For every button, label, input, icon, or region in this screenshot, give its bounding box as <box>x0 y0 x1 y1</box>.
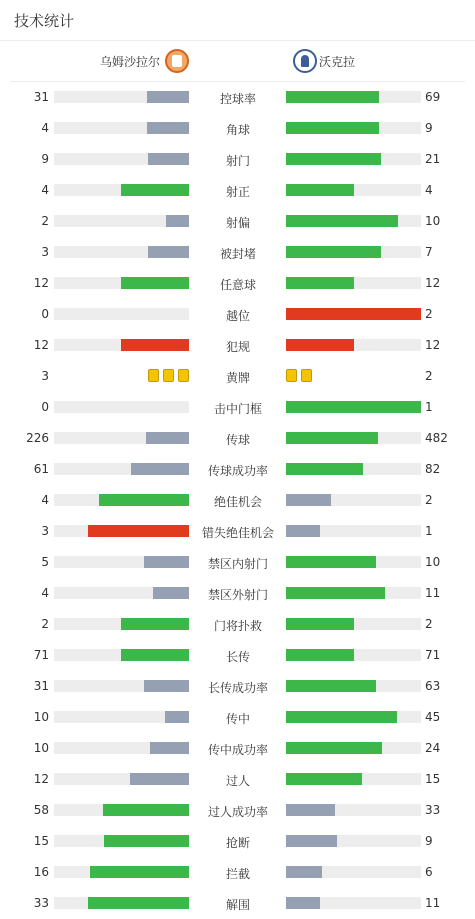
stat-left-value: 2 <box>41 214 49 228</box>
stat-bar-right-track <box>286 835 421 847</box>
stat-row <box>0 609 475 640</box>
stat-right-value: 12 <box>425 338 441 352</box>
stat-left-value: 31 <box>33 679 49 693</box>
stat-row <box>0 392 475 423</box>
stat-right-value: 15 <box>425 772 441 786</box>
stat-row <box>0 175 475 206</box>
stat-bar-left-track <box>54 866 189 878</box>
stat-bar-right-track <box>286 525 421 537</box>
stat-right-value: 71 <box>425 648 441 662</box>
stat-label: 射正 <box>225 185 250 199</box>
stat-bar-right-track <box>286 153 421 165</box>
stat-bar-right-fill <box>286 525 320 537</box>
stat-bar-right-track <box>286 91 421 103</box>
stat-bar-left-track <box>54 153 189 165</box>
stat-row <box>0 299 475 330</box>
stat-bar-right-track <box>286 494 421 506</box>
stat-bar-right-fill <box>286 122 379 134</box>
stat-right-value: 2 <box>425 617 433 631</box>
stat-bar-left-track <box>54 184 189 196</box>
stat-bar-left-fill <box>90 866 189 878</box>
stat-bar-right-track <box>286 587 421 599</box>
stat-bar-left-fill <box>103 804 189 816</box>
stat-bar-right-fill <box>286 246 381 258</box>
stat-bar-left-fill <box>165 711 189 723</box>
stat-bar-right-track <box>286 246 421 258</box>
stat-bar-left-track <box>54 742 189 754</box>
stat-label: 传中成功率 <box>207 743 268 757</box>
stat-bar-right-fill <box>286 401 421 413</box>
stat-bar-left-fill <box>88 525 189 537</box>
stat-row <box>0 268 475 299</box>
stat-bar-left-track <box>54 897 189 909</box>
stat-label: 传中 <box>225 712 250 726</box>
stat-row <box>0 671 475 702</box>
yellow-card-icon <box>148 369 159 382</box>
stat-right-value: 1 <box>425 400 433 414</box>
stat-bar-left-fill <box>153 587 189 599</box>
stat-right-value: 11 <box>425 896 441 910</box>
stat-right-value: 45 <box>425 710 441 724</box>
stat-bar-right-fill <box>286 742 382 754</box>
right-yellow-cards <box>286 369 312 382</box>
stat-label: 门将扑救 <box>213 619 262 633</box>
stat-left-value: 61 <box>33 462 49 476</box>
stat-row <box>0 82 475 113</box>
stat-bar-right-fill <box>286 897 320 909</box>
stat-right-value: 6 <box>425 865 433 879</box>
stat-right-value: 12 <box>425 276 441 290</box>
stat-bar-right-track <box>286 308 421 320</box>
stat-row <box>0 795 475 826</box>
stat-bar-left-track <box>54 587 189 599</box>
stat-right-value: 69 <box>425 90 441 104</box>
stat-bar-left-track <box>54 339 189 351</box>
stat-bar-left-track <box>54 215 189 227</box>
stat-bar-left-track <box>54 773 189 785</box>
stat-bar-left-fill <box>88 897 189 909</box>
stat-label: 绝佳机会 <box>213 495 262 509</box>
stat-left-value: 12 <box>33 772 49 786</box>
stat-bar-right-track <box>286 401 421 413</box>
stat-left-value: 12 <box>33 338 49 352</box>
stat-bar-right-track <box>286 215 421 227</box>
stat-bar-right-track <box>286 618 421 630</box>
stat-row <box>0 113 475 144</box>
stat-label: 犯规 <box>225 340 250 354</box>
stat-right-value: 2 <box>425 369 433 383</box>
stat-bar-right-track <box>286 649 421 661</box>
stat-label: 角球 <box>225 123 250 137</box>
stat-right-value: 9 <box>425 834 433 848</box>
stat-left-value: 12 <box>33 276 49 290</box>
stat-bar-left-fill <box>144 556 189 568</box>
stat-bar-right-track <box>286 897 421 909</box>
stat-bar-left-fill <box>121 618 189 630</box>
stat-left-value: 31 <box>33 90 49 104</box>
stat-right-value: 21 <box>425 152 441 166</box>
stat-row <box>0 702 475 733</box>
stat-bar-left-fill <box>99 494 189 506</box>
stat-bar-right-fill <box>286 711 397 723</box>
stat-bar-left-track <box>54 494 189 506</box>
stat-left-value: 10 <box>33 741 49 755</box>
stat-label: 越位 <box>225 309 250 323</box>
stat-label: 禁区内射门 <box>207 557 268 571</box>
yellow-card-icon <box>163 369 174 382</box>
stat-row <box>0 206 475 237</box>
stat-left-value: 15 <box>33 834 49 848</box>
stat-right-value: 7 <box>425 245 433 259</box>
stat-bar-right-fill <box>286 680 376 692</box>
stat-row <box>0 516 475 547</box>
stat-bar-left-fill <box>147 122 189 134</box>
stat-row <box>0 237 475 268</box>
stat-bar-right-track <box>286 556 421 568</box>
stat-label: 解围 <box>225 898 250 912</box>
stat-bar-left-track <box>54 618 189 630</box>
team-right-name[interactable]: 沃克拉 <box>319 55 356 69</box>
stat-bar-right-track <box>286 804 421 816</box>
stat-bar-right-fill <box>286 618 354 630</box>
stat-bar-left-fill <box>150 742 189 754</box>
stat-bar-left-track <box>54 463 189 475</box>
stat-bar-right-track <box>286 122 421 134</box>
stat-right-value: 4 <box>425 183 433 197</box>
stat-left-value: 10 <box>33 710 49 724</box>
stat-row <box>0 423 475 454</box>
stat-bar-right-track <box>286 711 421 723</box>
teams-row <box>10 41 465 82</box>
stat-bar-left-track <box>54 91 189 103</box>
stat-left-value: 33 <box>33 896 49 910</box>
stat-right-value: 63 <box>425 679 441 693</box>
stat-bar-right-fill <box>286 432 378 444</box>
stat-label: 传球成功率 <box>207 464 268 478</box>
stats-header <box>0 0 475 41</box>
yellow-card-icon <box>301 369 312 382</box>
stat-bar-left-fill <box>121 339 189 351</box>
stat-bar-left-track <box>54 525 189 537</box>
stat-right-value: 10 <box>425 214 441 228</box>
stat-row <box>0 144 475 175</box>
team-right-logo-icon[interactable] <box>293 49 317 73</box>
stat-bar-right-track <box>286 866 421 878</box>
stat-bar-right-track <box>286 742 421 754</box>
stat-bar-right-fill <box>286 277 354 289</box>
stat-right-value: 482 <box>425 431 448 445</box>
stat-bar-left-fill <box>144 680 189 692</box>
stat-label: 传球 <box>225 433 250 447</box>
stat-bar-right-track <box>286 432 421 444</box>
stat-left-value: 3 <box>41 524 49 538</box>
stat-bar-left-track <box>54 246 189 258</box>
stat-row <box>0 454 475 485</box>
stat-row <box>0 578 475 609</box>
stat-row <box>0 857 475 888</box>
stat-bar-right-track <box>286 463 421 475</box>
stat-bar-right-fill <box>286 308 421 320</box>
stat-bar-left-track <box>54 556 189 568</box>
stat-label: 长传成功率 <box>207 681 268 695</box>
stat-left-value: 58 <box>33 803 49 817</box>
stat-bar-left-fill <box>121 649 189 661</box>
stat-bar-right-fill <box>286 463 363 475</box>
stat-bar-right-fill <box>286 184 354 196</box>
stat-row <box>0 888 475 919</box>
stat-bar-right-fill <box>286 587 385 599</box>
stat-left-value: 4 <box>41 586 49 600</box>
stat-bar-right-track <box>286 277 421 289</box>
stat-label: 抢断 <box>225 836 250 850</box>
stat-row <box>0 361 475 392</box>
stat-left-value: 71 <box>33 648 49 662</box>
stat-bar-left-track <box>54 277 189 289</box>
stat-bar-left-fill <box>104 835 189 847</box>
stat-label: 禁区外射门 <box>207 588 268 602</box>
page-title: 技术统计 <box>14 11 75 30</box>
stat-right-value: 82 <box>425 462 441 476</box>
yellow-card-icon <box>178 369 189 382</box>
stat-row <box>0 826 475 857</box>
stat-right-value: 11 <box>425 586 441 600</box>
stat-bar-right-fill <box>286 215 398 227</box>
stat-right-value: 33 <box>425 803 441 817</box>
stat-right-value: 1 <box>425 524 433 538</box>
stat-bar-left-track <box>54 711 189 723</box>
stat-bar-left-fill <box>121 184 189 196</box>
stat-bar-right-fill <box>286 835 337 847</box>
yellow-card-icon <box>286 369 297 382</box>
stat-bar-right-track <box>286 773 421 785</box>
stat-bar-right-track <box>286 184 421 196</box>
stat-bar-right-fill <box>286 866 322 878</box>
stat-row <box>0 640 475 671</box>
stat-right-value: 2 <box>425 307 433 321</box>
team-left-logo-icon[interactable] <box>165 49 189 73</box>
team-left-name[interactable]: 乌姆沙拉尔 <box>99 55 160 69</box>
left-yellow-cards <box>148 369 189 382</box>
stat-bar-left-track <box>54 835 189 847</box>
stat-left-value: 9 <box>41 152 49 166</box>
stat-label: 被封堵 <box>219 247 256 261</box>
stat-right-value: 24 <box>425 741 441 755</box>
stats-list <box>0 82 475 919</box>
stat-row <box>0 485 475 516</box>
stat-left-value: 4 <box>41 183 49 197</box>
stat-bar-left-track <box>54 649 189 661</box>
stat-bar-left-track <box>54 401 189 413</box>
stat-label: 过人成功率 <box>207 805 268 819</box>
stat-label: 射门 <box>225 154 250 168</box>
stat-bar-right-fill <box>286 339 354 351</box>
stat-bar-left-fill <box>166 215 189 227</box>
stat-bar-right-fill <box>286 804 335 816</box>
stat-label: 黄牌 <box>225 371 250 385</box>
stat-left-value: 16 <box>33 865 49 879</box>
stat-label: 射偏 <box>225 216 250 230</box>
stat-left-value: 3 <box>41 245 49 259</box>
stat-bar-right-fill <box>286 91 379 103</box>
stat-bar-right-track <box>286 680 421 692</box>
stat-bar-right-track <box>286 339 421 351</box>
stat-bar-left-fill <box>146 432 189 444</box>
stat-row <box>0 733 475 764</box>
stat-right-value: 9 <box>425 121 433 135</box>
stat-label: 任意球 <box>219 278 256 292</box>
stat-row <box>0 330 475 361</box>
stat-left-value: 5 <box>41 555 49 569</box>
stat-bar-left-fill <box>121 277 189 289</box>
stat-label: 控球率 <box>219 92 256 106</box>
stat-bar-right-fill <box>286 153 381 165</box>
stat-row <box>0 764 475 795</box>
stat-bar-right-fill <box>286 773 362 785</box>
stat-left-value: 0 <box>41 307 49 321</box>
stat-right-value: 2 <box>425 493 433 507</box>
stat-label: 过人 <box>225 774 250 788</box>
stat-bar-right-fill <box>286 556 376 568</box>
stat-left-value: 2 <box>41 617 49 631</box>
stat-row <box>0 547 475 578</box>
stat-right-value: 10 <box>425 555 441 569</box>
stat-label: 拦截 <box>225 867 250 881</box>
stat-label: 长传 <box>225 650 250 664</box>
stat-bar-left-track <box>54 680 189 692</box>
stat-bar-left-track <box>54 432 189 444</box>
stat-bar-left-fill <box>147 91 189 103</box>
stat-bar-left-track <box>54 122 189 134</box>
stat-left-value: 4 <box>41 121 49 135</box>
stat-bar-left-fill <box>131 463 189 475</box>
stat-bar-left-track <box>54 804 189 816</box>
stat-label: 错失绝佳机会 <box>201 526 274 540</box>
stat-bar-right-fill <box>286 649 354 661</box>
stat-left-value: 226 <box>26 431 49 445</box>
stat-bar-right-fill <box>286 494 331 506</box>
stat-label: 击中门框 <box>213 402 262 416</box>
stat-bar-left-track <box>54 308 189 320</box>
stat-bar-left-fill <box>130 773 189 785</box>
stat-left-value: 3 <box>41 369 49 383</box>
stat-left-value: 4 <box>41 493 49 507</box>
stat-bar-left-fill <box>148 153 189 165</box>
stat-bar-left-fill <box>148 246 189 258</box>
stat-left-value: 0 <box>41 400 49 414</box>
